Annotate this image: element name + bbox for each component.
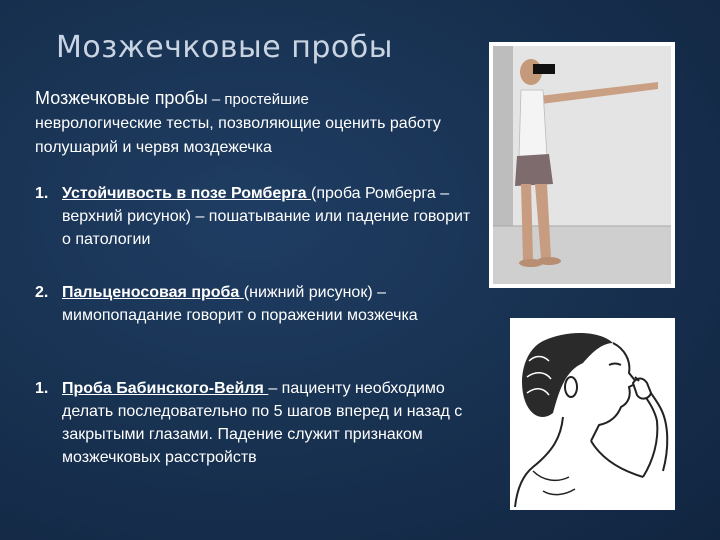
- slide-title: Мозжечковые пробы: [56, 30, 393, 65]
- intro-text: неврологические тесты, позволяющие оценить работу полушарий и червя моздежечка: [35, 115, 441, 156]
- item-number: 2.: [35, 284, 49, 301]
- romberg-illustration: [493, 46, 671, 284]
- item-number: 1.: [35, 380, 49, 397]
- item-text: (проба Ромберга – верхний рисунок) – пошатывание или падение говорит о патологии: [62, 185, 471, 248]
- intro-lead-rest: – простейшие: [207, 91, 309, 108]
- item-heading: Пальценосовая проба: [62, 284, 244, 301]
- item-heading: Устойчивость в позе Ромберга: [62, 185, 312, 202]
- intro-paragraph: [35, 86, 475, 160]
- list-item: [35, 182, 475, 251]
- item-text: – пациенту необходимо делать последовательно по 5 шагов вперед и назад с закрытыми глазами. Падение служит признаком мозжечковых расстройств: [62, 380, 463, 466]
- romberg-photo: [489, 42, 675, 288]
- finger-nose-drawing: [510, 318, 675, 510]
- list-item: [35, 377, 475, 469]
- list-item: [35, 281, 475, 327]
- item-number: 1.: [35, 185, 49, 202]
- finger-nose-illustration: [513, 321, 672, 507]
- item-text: (нижний рисунок) – мимопопадание говорит о поражении мозжечка: [62, 284, 418, 324]
- intro-lead: Мозжечковые пробы: [35, 88, 208, 108]
- item-heading: Проба Бабинского-Вейля: [62, 380, 269, 397]
